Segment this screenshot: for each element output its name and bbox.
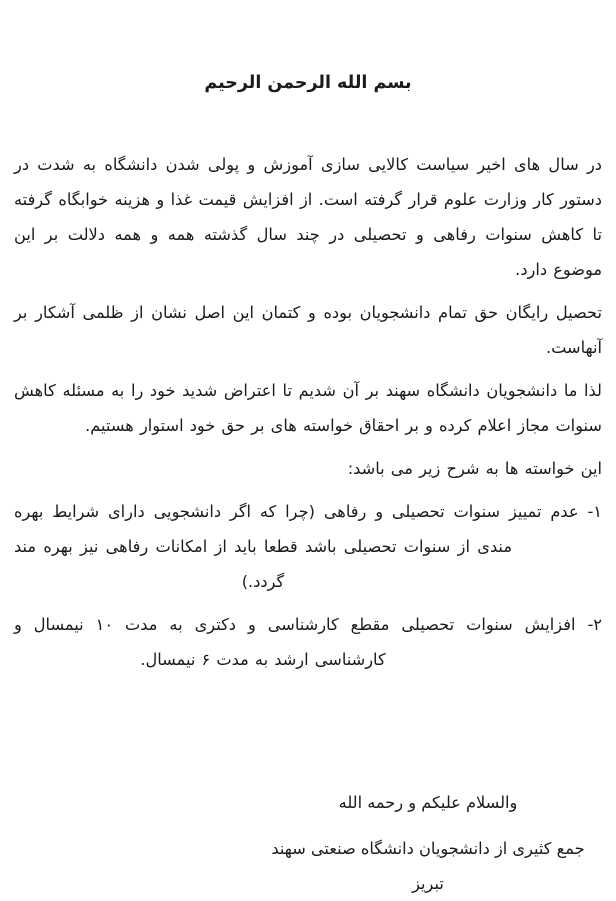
paragraph-demands-intro: این خواسته ها به شرح زیر می باشد:	[347, 459, 602, 478]
paragraph-commodification-intro: در سال های اخیر سیاست کالایی سازی آموزش و پولی شدن دانشگاه به شدت در دستور کار وزارت علوم قرار گرفته است. از افزایش قیمت غذا و هزینه خوابگاه گرفته تا کاهش سنوات رفاهی و تحصیلی در چند سال گذشته همه و همه دلالت بر این موضوع دارد.	[14, 155, 602, 279]
demand-item-1	[14, 494, 602, 599]
bismillah-title: بسم الله الرحمن الرحیم	[204, 73, 412, 93]
paragraph-protest-declaration: لذا ما دانشجویان دانشگاه سهند بر آن شدیم تا اعتراض شدید خود را به مسئله کاهش سنوات مجاز اعلام کرده و بر احقاق خواسته های بر حق خود استوار هستیم.	[14, 381, 602, 435]
paragraph-free-education-right: تحصیل رایگان حق تمام دانشجویان بوده و کتمان این اصل نشان از ظلمی آشکار بر آنهاست.	[14, 303, 602, 357]
closing-block	[254, 785, 602, 901]
demand-item-2	[14, 607, 602, 677]
closing-salutation: والسلام علیکم و رحمه الله	[338, 793, 518, 812]
demand-1-number: ۱-	[587, 502, 602, 521]
demand-2-number: ۲-	[587, 615, 602, 634]
demand-1-text: عدم تمییز سنوات تحصیلی و رفاهی (چرا که اگر دانشجویی دارای شرایط بهره مندی از سنوات تحصیلی باشد قطعا باید از امکانات رفاهی نیز بهره مند گردد.)	[14, 502, 579, 591]
demand-2-text: افزایش سنوات تحصیلی مقطع کارشناسی و دکتری به مدت ۱۰ نیمسال و کارشناسی ارشد به مدت ۶ نیمسال.	[14, 615, 576, 669]
closing-signature: جمع کثیری از دانشجویان دانشگاه صنعتی سهند تبریز	[271, 839, 585, 893]
